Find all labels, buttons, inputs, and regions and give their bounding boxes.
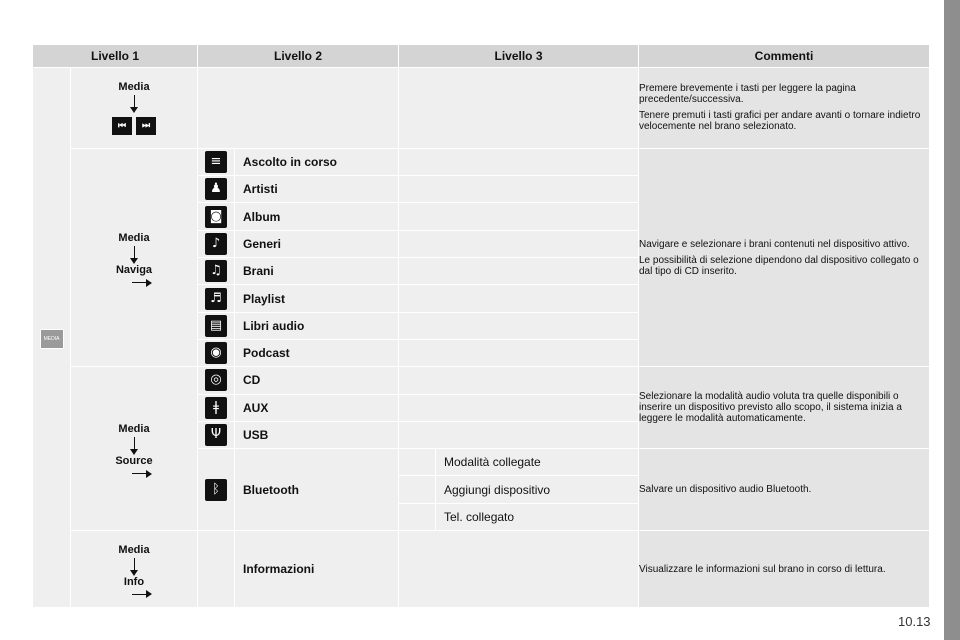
- level2-label: Brani: [235, 258, 399, 285]
- level2-label: Album: [235, 203, 399, 230]
- table-row-media: [33, 68, 930, 149]
- menu-table: [32, 44, 930, 608]
- arrow-right-icon: [132, 594, 148, 595]
- level2-label: Ascolto in corso: [235, 148, 399, 175]
- comment-media: [639, 68, 930, 149]
- level2-label: AUX: [235, 394, 399, 421]
- audiobook-icon: ▤: [205, 315, 227, 337]
- level2-label: CD: [235, 367, 399, 394]
- path-info-label: Info: [123, 575, 145, 588]
- path-media-label: Media: [118, 232, 150, 245]
- empty-level3: [399, 68, 639, 149]
- level2-label: Artisti: [235, 176, 399, 203]
- header-livello-2: Livello 2: [198, 45, 399, 68]
- empty-level3-prefix: [399, 476, 436, 503]
- playlist-icon: ♬: [205, 288, 227, 310]
- arrow-down-icon: [134, 246, 135, 260]
- empty-level3: [399, 531, 639, 608]
- level2-label: USB: [235, 421, 399, 448]
- comment-text: Premere brevemente i tasti per leggere la pagina precedente/successiva.: [639, 83, 856, 106]
- empty-level3: [399, 148, 639, 175]
- comment-bluetooth: [639, 449, 930, 531]
- path-naviga-label: Naviga: [115, 264, 153, 277]
- level2-label: Informazioni: [235, 531, 399, 608]
- icon-cell: [198, 312, 235, 339]
- empty-level3: [399, 285, 639, 312]
- artist-icon: ♟: [205, 178, 227, 200]
- comment-text: Tenere premuti i tasti grafici per andare avanti o tornare indietro velocemente nel brano selezionato.: [639, 110, 921, 133]
- icon-cell: [198, 367, 235, 394]
- playlist-current-icon: ≡: [205, 151, 227, 173]
- page-number: 10.13: [898, 614, 931, 629]
- empty-level3: [399, 203, 639, 230]
- path-media-label: Media: [118, 80, 150, 93]
- icon-cell: [198, 285, 235, 312]
- empty-level3: [399, 339, 639, 366]
- source-path-cell: [71, 367, 198, 531]
- level2-label: Playlist: [235, 285, 399, 312]
- podcast-icon: ◉: [205, 342, 227, 364]
- comment-text: Salvare un dispositivo audio Bluetooth.: [639, 484, 812, 496]
- icon-cell: [198, 203, 235, 230]
- arrow-down-icon: [134, 558, 135, 572]
- arrow-right-icon: [132, 473, 148, 474]
- table-header-row: [33, 45, 930, 68]
- empty-level3: [399, 258, 639, 285]
- level3-label: Tel. collegato: [436, 503, 639, 530]
- comment-text: Visualizzare le informazioni sul brano in corso di lettura.: [639, 563, 886, 575]
- empty-level3: [399, 421, 639, 448]
- comment-text: Le possibilità di selezione dipendono dal dispositivo collegato o dal tipo di CD inserito.: [639, 254, 919, 277]
- level2-label: Podcast: [235, 339, 399, 366]
- icon-cell: [198, 339, 235, 366]
- icon-cell: [198, 449, 235, 531]
- path-media-label: Media: [118, 423, 150, 436]
- table-row: [33, 367, 930, 394]
- icon-cell: [198, 148, 235, 175]
- icon-cell: [198, 421, 235, 448]
- header-commenti: Commenti: [639, 45, 930, 68]
- level3-label: Aggiungi dispositivo: [436, 476, 639, 503]
- bluetooth-icon: ᛒ: [205, 479, 227, 501]
- path-media-label: Media: [118, 543, 150, 556]
- empty-level3-prefix: [399, 449, 436, 476]
- path-source-label: Source: [115, 455, 153, 468]
- comment-text: Selezionare la modalità audio voluta tra quelle disponibili o inserire un dispositivo previsto allo scopo, il sistema inizia a leggere le modalità automaticamente.: [639, 391, 902, 425]
- media-path-cell: [71, 68, 198, 149]
- next-track-icon: ⏭: [136, 117, 156, 135]
- icon-cell: [198, 230, 235, 257]
- previous-track-icon: ⏮: [112, 117, 132, 135]
- icon-cell: [198, 394, 235, 421]
- cd-icon: ◎: [205, 369, 227, 391]
- empty-level3: [399, 312, 639, 339]
- media-key-icon: MEDIA: [40, 329, 64, 349]
- empty-level2: [198, 68, 399, 149]
- aux-icon: ǂ: [205, 397, 227, 419]
- empty-level3: [399, 367, 639, 394]
- arrow-down-icon: [134, 437, 135, 451]
- arrow-right-icon: [132, 282, 148, 283]
- page-edge-tab: [944, 0, 960, 640]
- comment-source: [639, 367, 930, 449]
- empty-level3-prefix: [399, 503, 436, 530]
- comment-naviga: [639, 148, 930, 366]
- icon-cell: [198, 531, 235, 608]
- level2-label: Generi: [235, 230, 399, 257]
- level2-label: Bluetooth: [235, 449, 399, 531]
- header-livello-3: Livello 3: [399, 45, 639, 68]
- comment-info: [639, 531, 930, 608]
- empty-level3: [399, 230, 639, 257]
- genre-icon: ♪: [205, 233, 227, 255]
- level3-label: Modalità collegate: [436, 449, 639, 476]
- comment-text: Navigare e selezionare i brani contenuti nel dispositivo attivo.: [639, 238, 910, 250]
- icon-cell: [198, 258, 235, 285]
- empty-level3: [399, 394, 639, 421]
- info-path-cell: [71, 531, 198, 608]
- table-row-info: [33, 531, 930, 608]
- arrow-down-icon: [134, 95, 135, 109]
- level2-label: Libri audio: [235, 312, 399, 339]
- table-row: [33, 148, 930, 175]
- song-icon: ♫: [205, 260, 227, 282]
- level1-cell: [33, 68, 71, 608]
- naviga-path-cell: [71, 148, 198, 366]
- usb-icon: Ψ: [205, 424, 227, 446]
- header-livello-1: Livello 1: [33, 45, 198, 68]
- icon-cell: [198, 176, 235, 203]
- album-icon: ◙: [205, 206, 227, 228]
- empty-level3: [399, 176, 639, 203]
